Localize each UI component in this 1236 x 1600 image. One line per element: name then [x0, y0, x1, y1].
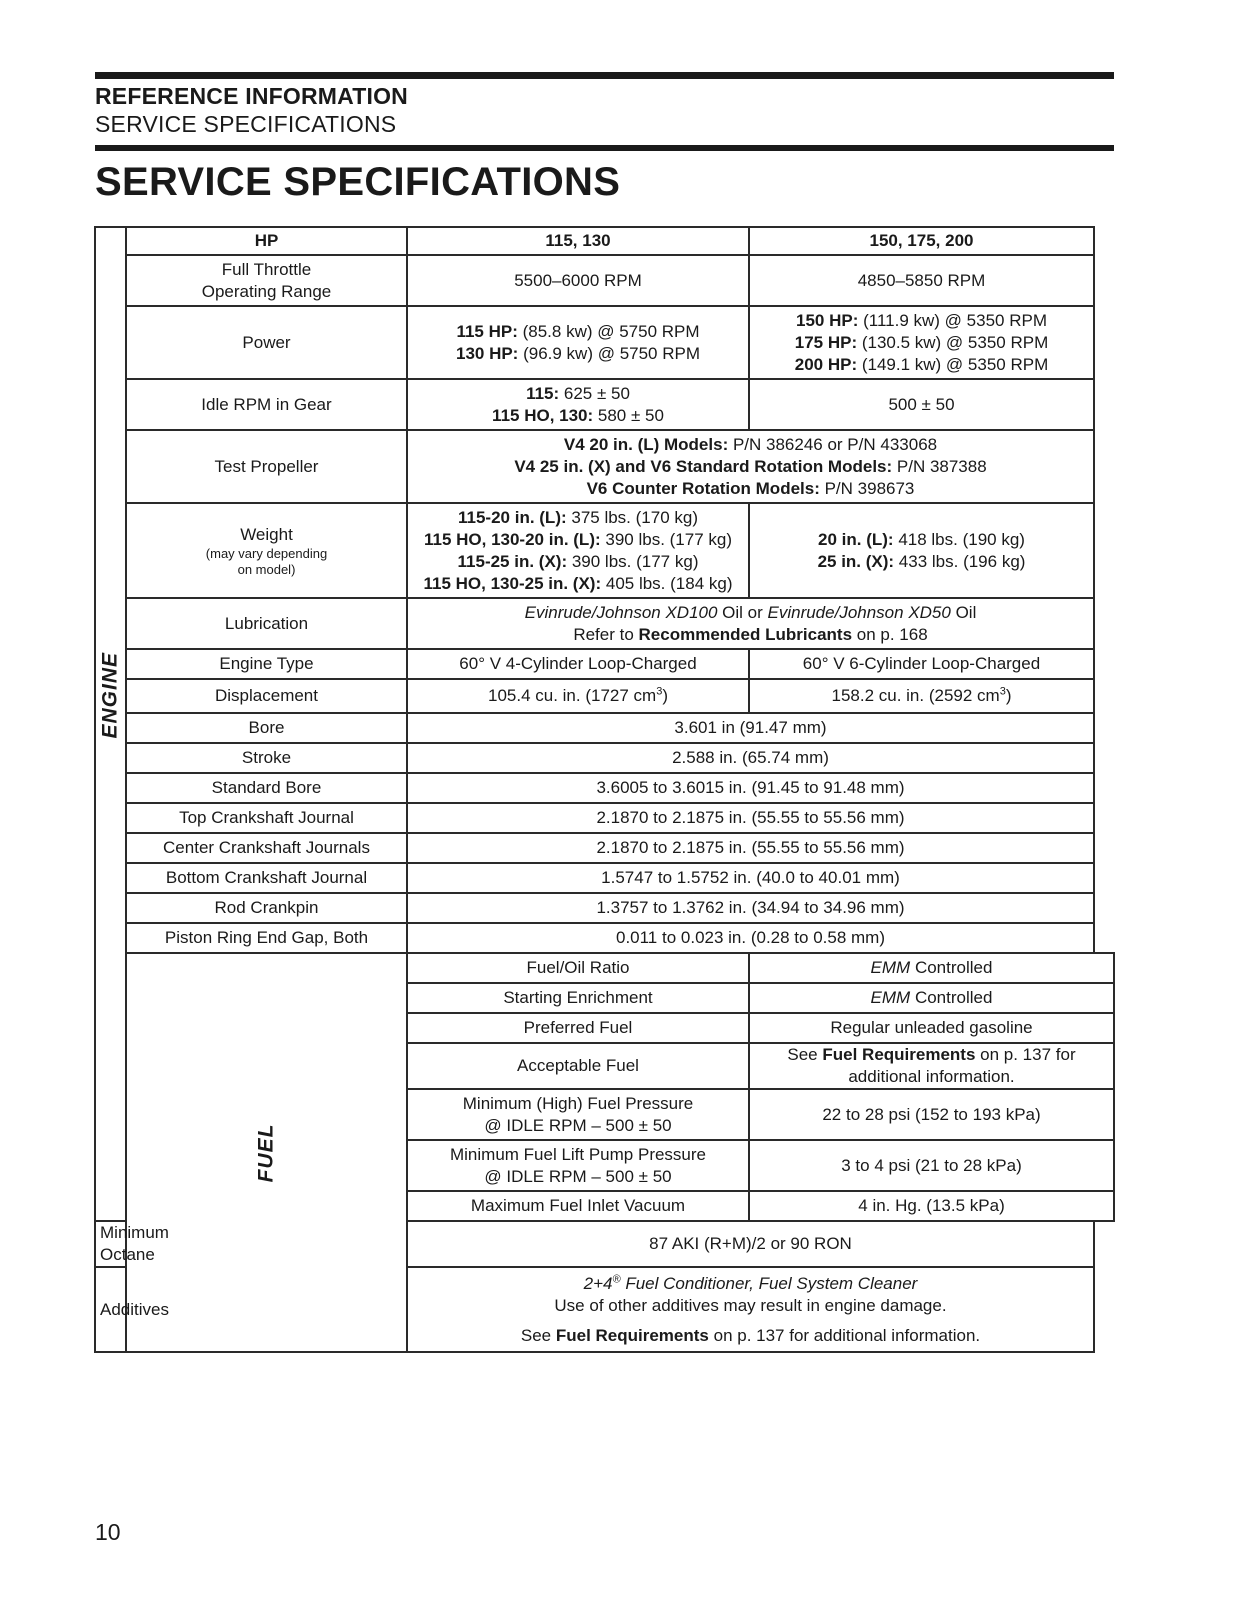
cell-full-throttle-115-130: 5500–6000 RPM — [407, 255, 749, 306]
table-row — [95, 833, 1114, 863]
header-section-title: REFERENCE INFORMATION — [95, 83, 408, 109]
cell-power-150-200 — [749, 306, 1094, 379]
label-line: @ IDLE RPM – 500 ± 50 — [484, 1166, 672, 1186]
cell-idle-rpm-115-130 — [407, 379, 749, 430]
italic-text: Evinrude/Johnson XD100 — [524, 602, 718, 622]
value-text: Oil — [950, 602, 977, 622]
label-note: on model) — [237, 561, 296, 577]
cell-full-throttle-150-200: 4850–5850 RPM — [749, 255, 1094, 306]
row-label-top-crankshaft-journal: Top Crankshaft Journal — [126, 803, 407, 833]
value-text: P/N 387388 — [892, 456, 987, 476]
row-label-bottom-crankshaft-journal: Bottom Crankshaft Journal — [126, 863, 407, 893]
bold-text: 115-25 in. (X): — [457, 551, 568, 571]
row-label-full-throttle — [126, 255, 407, 306]
bold-text: 130 HP: — [455, 343, 519, 363]
bold-text: 115 HO, 130-20 in. (L): — [423, 529, 601, 549]
row-label-power: Power — [126, 306, 407, 379]
row-label-weight — [126, 503, 407, 598]
row-label-test-propeller: Test Propeller — [126, 430, 407, 503]
row-label-idle-rpm: Idle RPM in Gear — [126, 379, 407, 430]
cell-min-octane: 87 AKI (R+M)/2 or 90 RON — [407, 1221, 1094, 1267]
table-row — [95, 379, 1114, 430]
table-row — [95, 863, 1114, 893]
registered-mark: ® — [612, 1272, 621, 1285]
cell-piston-ring-end-gap: 0.011 to 0.023 in. (0.28 to 0.58 mm) — [407, 923, 1094, 953]
bold-text: 20 in. (L): — [818, 529, 894, 549]
value-text: 418 lbs. (190 kg) — [893, 529, 1025, 549]
row-label-min-octane: Minimum Octane — [95, 1221, 126, 1267]
cell-center-crankshaft-journals: 2.1870 to 2.1875 in. (55.55 to 55.56 mm) — [407, 833, 1094, 863]
cell-bore: 3.601 in (91.47 mm) — [407, 713, 1094, 743]
cell-starting-enrichment — [749, 983, 1114, 1013]
row-label-min-lift-pump-pressure — [407, 1140, 749, 1191]
value-text: ) — [662, 686, 668, 705]
section-fuel — [126, 953, 407, 1352]
row-label-additives: Additives — [95, 1267, 126, 1352]
row-label-center-crankshaft-journals: Center Crankshaft Journals — [126, 833, 407, 863]
value-text: on p. 137 for additional information. — [708, 1325, 981, 1345]
row-label-bore: Bore — [126, 713, 407, 743]
cell-preferred-fuel: Regular unleaded gasoline — [749, 1013, 1114, 1043]
bold-text: 175 HP: — [794, 332, 858, 352]
bold-text: 115-20 in. (L): — [458, 507, 567, 527]
table-row — [95, 503, 1114, 598]
cell-rod-crankpin: 1.3757 to 1.3762 in. (34.94 to 34.96 mm) — [407, 893, 1094, 923]
section-label-engine: ENGINE — [98, 651, 122, 739]
cell-displacement-115-130 — [407, 679, 749, 713]
table-row — [95, 598, 1114, 649]
bold-text: 115 HP: — [456, 321, 518, 341]
value-text: on p. 168 — [852, 624, 928, 644]
cell-min-fuel-pressure: 22 to 28 psi (152 to 193 kPa) — [749, 1089, 1114, 1140]
bold-text: Recommended Lubricants — [638, 624, 853, 644]
bold-text: V4 25 in. (X) and V6 Standard Rotation Models: — [514, 456, 893, 476]
column-header-hp: HP — [126, 227, 407, 255]
table-row — [95, 923, 1114, 953]
cell-max-inlet-vacuum: 4 in. Hg. (13.5 kPa) — [749, 1191, 1114, 1221]
value-text: Controlled — [910, 958, 993, 977]
bold-text: V6 Counter Rotation Models: — [586, 478, 820, 498]
label-line: Full Throttle — [221, 259, 312, 279]
column-header-150-200: 150, 175, 200 — [749, 227, 1094, 255]
value-text: 390 lbs. (177 kg) — [567, 551, 699, 571]
cell-top-crankshaft-journal: 2.1870 to 2.1875 in. (55.55 to 55.56 mm) — [407, 803, 1094, 833]
value-text: P/N 398673 — [819, 478, 915, 498]
table-row — [95, 430, 1114, 503]
spacer — [412, 1317, 1089, 1325]
label-line: Weight — [240, 524, 293, 544]
cell-weight-115-130 — [407, 503, 749, 598]
section-engine — [95, 227, 126, 1221]
table-row — [95, 773, 1114, 803]
value-text: (96.9 kw) @ 5750 RPM — [518, 343, 701, 363]
cell-engine-type-150-200: 60° V 6-Cylinder Loop-Charged — [749, 649, 1094, 679]
bold-text: 115 HO, 130: — [492, 405, 594, 425]
table-row — [95, 255, 1114, 306]
page-number: 10 — [95, 1519, 121, 1545]
table-row — [95, 953, 1114, 983]
value-text: Use of other additives may result in engine damage. — [554, 1295, 947, 1315]
italic-text: Evinrude/Johnson XD50 — [767, 602, 951, 622]
cell-fuel-oil-ratio — [749, 953, 1114, 983]
value-text: 390 lbs. (177 kg) — [600, 529, 733, 549]
bold-text: 150 HP: — [796, 310, 859, 330]
header-rule-bottom — [95, 145, 1114, 151]
value-text: ) — [1005, 686, 1012, 705]
row-label-min-fuel-pressure — [407, 1089, 749, 1140]
header-subsection-title: SERVICE SPECIFICATIONS — [95, 111, 397, 137]
row-label-displacement: Displacement — [126, 679, 407, 713]
value-text: Oil or — [717, 602, 768, 622]
cell-displacement-150-200 — [749, 679, 1094, 713]
table-row — [95, 803, 1114, 833]
label-line: @ IDLE RPM – 500 ± 50 — [484, 1115, 672, 1135]
bold-text: Fuel Requirements — [822, 1045, 976, 1064]
value-text: 433 lbs. (196 kg) — [894, 551, 1026, 571]
table-row — [95, 713, 1114, 743]
value-text: 375 lbs. (170 kg) — [566, 507, 698, 527]
row-label-standard-bore: Standard Bore — [126, 773, 407, 803]
row-label-piston-ring-end-gap: Piston Ring End Gap, Both — [126, 923, 407, 953]
row-label-stroke: Stroke — [126, 743, 407, 773]
superscript: 3 — [656, 685, 663, 698]
page-title: SERVICE SPECIFICATIONS — [95, 160, 621, 204]
cell-min-lift-pump-pressure: 3 to 4 psi (21 to 28 kPa) — [749, 1140, 1114, 1191]
value-text: 580 ± 50 — [593, 405, 664, 425]
table-row — [95, 306, 1114, 379]
table-row — [95, 743, 1114, 773]
row-label-starting-enrichment: Starting Enrichment — [407, 983, 749, 1013]
header-rule-top — [95, 72, 1114, 79]
row-label-acceptable-fuel: Acceptable Fuel — [407, 1043, 749, 1089]
value-text: Refer to — [573, 624, 639, 644]
cell-engine-type-115-130: 60° V 4-Cylinder Loop-Charged — [407, 649, 749, 679]
italic-text: EMM — [870, 958, 911, 977]
label-line: Operating Range — [201, 281, 332, 301]
section-label-fuel: FUEL — [254, 1123, 278, 1182]
table-row — [95, 649, 1114, 679]
row-label-preferred-fuel: Preferred Fuel — [407, 1013, 749, 1043]
cell-test-propeller — [407, 430, 1094, 503]
label-line: Minimum (High) Fuel Pressure — [462, 1093, 694, 1113]
column-header-115-130: 115, 130 — [407, 227, 749, 255]
value-text: (85.8 kw) @ 5750 RPM — [517, 321, 700, 341]
bold-text: Fuel Requirements — [555, 1325, 709, 1345]
row-label-fuel-oil-ratio: Fuel/Oil Ratio — [407, 953, 749, 983]
value-text: P/N 386246 or P/N 433068 — [728, 434, 938, 454]
value-text: 158.2 cu. in. (2592 cm — [831, 686, 1000, 705]
row-label-rod-crankpin: Rod Crankpin — [126, 893, 407, 923]
label-note: (may vary depending — [205, 545, 328, 561]
value-text: See — [787, 1045, 823, 1064]
bold-text: 200 HP: — [794, 354, 858, 374]
cell-bottom-crankshaft-journal: 1.5747 to 1.5752 in. (40.0 to 40.01 mm) — [407, 863, 1094, 893]
value-text: (149.1 kw) @ 5350 RPM — [857, 354, 1049, 374]
value-text: Controlled — [910, 988, 993, 1007]
value-text: 105.4 cu. in. (1727 cm — [487, 686, 657, 705]
italic-text: EMM — [870, 988, 911, 1007]
cell-standard-bore: 3.6005 to 3.6015 in. (91.45 to 91.48 mm) — [407, 773, 1094, 803]
cell-additives — [407, 1267, 1094, 1352]
value-text: (130.5 kw) @ 5350 RPM — [857, 332, 1049, 352]
cell-weight-150-200 — [749, 503, 1094, 598]
table-row — [95, 679, 1114, 713]
cell-power-115-130 — [407, 306, 749, 379]
italic-text: 2+4 — [583, 1273, 613, 1293]
cell-lubrication — [407, 598, 1094, 649]
italic-text: Fuel Conditioner, Fuel System Cleaner — [620, 1273, 918, 1293]
row-label-engine-type: Engine Type — [126, 649, 407, 679]
table-row — [95, 893, 1114, 923]
value-text: 625 ± 50 — [559, 383, 630, 403]
service-specifications-table — [94, 226, 1115, 1353]
value-text: on p. 137 for additional information. — [848, 1045, 1076, 1086]
cell-acceptable-fuel — [749, 1043, 1114, 1089]
bold-text: 25 in. (X): — [817, 551, 895, 571]
cell-stroke: 2.588 in. (65.74 mm) — [407, 743, 1094, 773]
label-line: Minimum Fuel Lift Pump Pressure — [449, 1144, 707, 1164]
bold-text: 115: — [526, 383, 560, 403]
bold-text: 115 HO, 130-25 in. (X): — [423, 573, 602, 593]
row-label-lubrication: Lubrication — [126, 598, 407, 649]
value-text: See — [520, 1325, 556, 1345]
row-label-max-inlet-vacuum: Maximum Fuel Inlet Vacuum — [407, 1191, 749, 1221]
cell-idle-rpm-150-200: 500 ± 50 — [749, 379, 1094, 430]
value-text: (111.9 kw) @ 5350 RPM — [858, 310, 1047, 330]
bold-text: V4 20 in. (L) Models: — [563, 434, 729, 454]
value-text: 405 lbs. (184 kg) — [601, 573, 733, 593]
superscript: 3 — [999, 685, 1006, 698]
table-header-row — [95, 227, 1114, 255]
